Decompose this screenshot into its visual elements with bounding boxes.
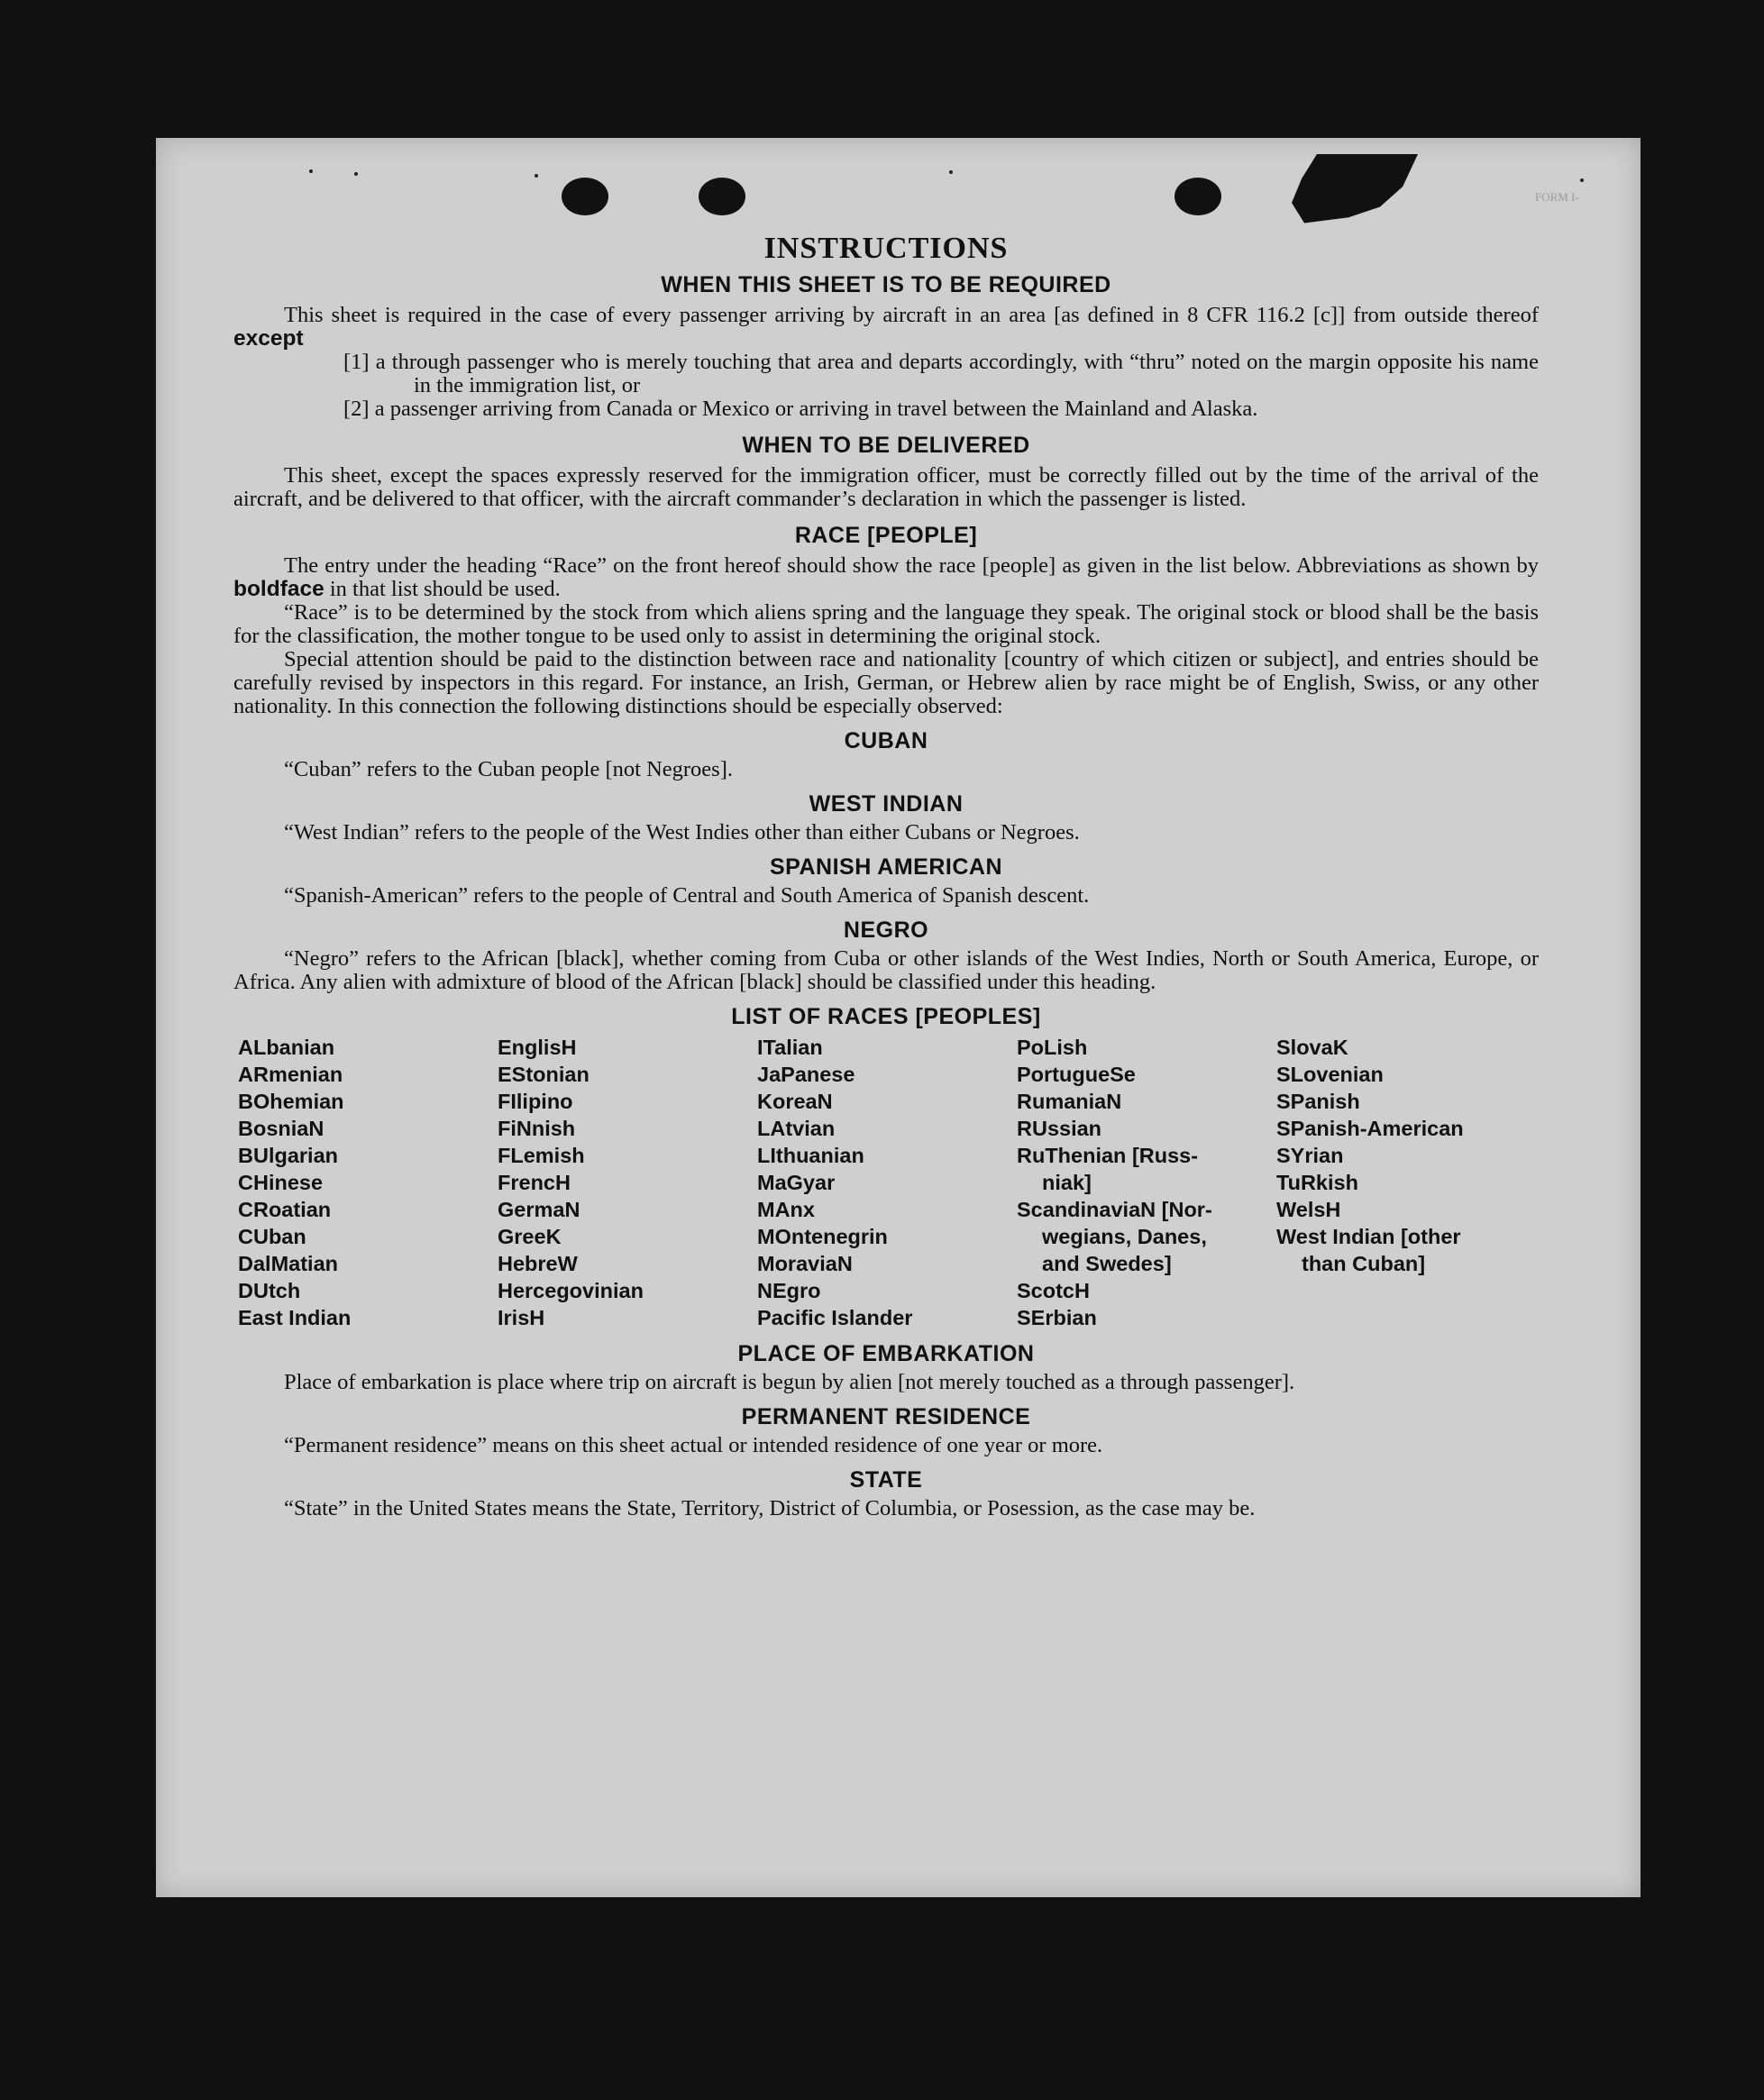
required-intro-text: This sheet is required in the case of every passenger arriving by aircraft in an area [as defined in 8 CFR 116.2 [c]] from outside thereof (284, 303, 1539, 327)
speck (1580, 178, 1584, 182)
heading-required: WHEN THIS SHEET IS TO BE REQUIRED (661, 272, 1111, 297)
race-item: NEgro (757, 1279, 821, 1302)
embarkation-text: Place of embarkation is place where trip on aircraft is begun by alien [not merely touched as a through passenger]. (284, 1370, 1295, 1394)
race-item: Hercegovinian (498, 1279, 644, 1302)
race-item: BOhemian (238, 1090, 344, 1113)
heading-cuban: CUBAN (844, 728, 928, 753)
race-item: LIthuanian (757, 1144, 864, 1167)
race-p1-b: in that list should be used. (329, 577, 561, 601)
race-item: PortugueSe (1017, 1063, 1136, 1086)
state-text: “State” in the United States means the State, Territory, District of Columbia, or Posession, as the case may be. (284, 1496, 1256, 1520)
race-item: Pacific Islander (757, 1306, 913, 1329)
race-item: FiNnish (498, 1117, 576, 1140)
race-item: RumaniaN (1017, 1090, 1122, 1113)
race-column-1 (238, 1034, 498, 1331)
race-item: JaPanese (757, 1063, 855, 1086)
race-item: RUssian (1017, 1117, 1102, 1140)
required-except: except (233, 326, 304, 351)
race-column-3 (757, 1034, 1017, 1331)
race-p1-a: The entry under the heading “Race” on the front hereof should show the race [people] as given in the list below. Abbreviations as shown by (284, 553, 1539, 578)
race-item: WelsH (1276, 1198, 1341, 1221)
punch-hole (1174, 178, 1221, 215)
race-item: EnglisH (498, 1036, 577, 1059)
race-item: DalMatian (238, 1252, 338, 1275)
heading-negro: NEGRO (843, 918, 929, 943)
document-sheet (156, 138, 1641, 1897)
speck (535, 174, 538, 178)
race-item: FrencH (498, 1171, 571, 1194)
race-item: IrisH (498, 1306, 545, 1329)
race-item: MoraviaN (757, 1252, 853, 1275)
speck (354, 172, 358, 176)
required-item-2: [2] a passenger arriving from Canada or Mexico or arriving in travel between the Mainland and Alaska. (343, 397, 1258, 421)
race-item: SlovaK (1276, 1036, 1348, 1059)
race-item: MOntenegrin (757, 1225, 888, 1248)
race-item: ALbanian (238, 1036, 335, 1059)
heading-list-of-races: LIST OF RACES [PEOPLES] (731, 1004, 1041, 1029)
race-item: PoLish (1017, 1036, 1088, 1059)
race-item-continued: niak] (1042, 1171, 1092, 1194)
race-item: SErbian (1017, 1306, 1097, 1329)
race-item-continued: than Cuban] (1302, 1252, 1426, 1275)
race-item: CUban (238, 1225, 306, 1248)
race-item: ScandinaviaN [Nor- (1017, 1198, 1212, 1221)
punch-hole (699, 178, 745, 215)
speck (309, 169, 313, 173)
race-item: ARmenian (238, 1063, 343, 1086)
page-title: INSTRUCTIONS (763, 232, 1009, 265)
race-item: DUtch (238, 1279, 301, 1302)
race-item: West Indian [other (1276, 1225, 1461, 1248)
race-column-5 (1276, 1034, 1536, 1331)
race-paragraph-1 (233, 554, 1539, 601)
race-item: EStonian (498, 1063, 590, 1086)
race-item: MAnx (757, 1198, 815, 1221)
cuban-text: “Cuban” refers to the Cuban people [not Negroes]. (284, 757, 733, 781)
race-item: FIlipino (498, 1090, 573, 1113)
heading-west-indian: WEST INDIAN (809, 791, 964, 817)
race-item: SPanish-American (1276, 1117, 1464, 1140)
race-item: TuRkish (1276, 1171, 1358, 1194)
race-item: CHinese (238, 1171, 324, 1194)
race-paragraph-3: Special attention should be paid to the distinction between race and nationality [country of which citizen or subject], and entries should be carefully revised by inspectors in this regard. For instance, an Irish, German, or Hebrew alien by race might be of English, Swiss, or any other nationality. In this connection the following distinctions should be especially observed: (233, 647, 1539, 718)
race-item: SYrian (1276, 1144, 1344, 1167)
torn-corner (1292, 154, 1418, 235)
race-item-continued: and Swedes] (1042, 1252, 1172, 1275)
race-item: ITalian (757, 1036, 823, 1059)
race-column-4 (1017, 1034, 1276, 1331)
residence-text: “Permanent residence” means on this sheet actual or intended residence of one year or more. (284, 1433, 1103, 1457)
race-column-2 (498, 1034, 757, 1331)
heading-spanish-american: SPANISH AMERICAN (769, 854, 1002, 880)
race-item: BosniaN (238, 1117, 324, 1140)
race-item: BUlgarian (238, 1144, 338, 1167)
heading-race: RACE [PEOPLE] (794, 523, 978, 548)
required-intro (233, 304, 1539, 351)
race-item-continued: wegians, Danes, (1042, 1225, 1207, 1248)
race-item: GermaN (498, 1198, 580, 1221)
race-item: HebreW (498, 1252, 578, 1275)
race-item: MaGyar (757, 1171, 836, 1194)
delivered-text: This sheet, except the spaces expressly reserved for the immigration officer, must be correctly filled out by the time of the arrival of the aircraft, and be delivered to that officer, with the aircraft commander’s declaration in which the passenger is listed. (233, 463, 1539, 511)
race-list (238, 1034, 1539, 1331)
spanish-american-text: “Spanish-American” refers to the people of Central and South America of Spanish descent. (284, 883, 1090, 908)
race-item: KoreaN (757, 1090, 833, 1113)
race-item: RuThenian [Russ- (1017, 1144, 1199, 1167)
punch-hole (562, 178, 608, 215)
race-item: East Indian (238, 1306, 352, 1329)
race-item: GreeK (498, 1225, 562, 1248)
heading-delivered: WHEN TO BE DELIVERED (742, 433, 1030, 458)
heading-residence: PERMANENT RESIDENCE (741, 1404, 1031, 1429)
heading-state: STATE (849, 1467, 923, 1493)
race-item: LAtvian (757, 1117, 836, 1140)
heading-embarkation: PLACE OF EMBARKATION (737, 1341, 1035, 1366)
race-item: CRoatian (238, 1198, 332, 1221)
race-item: ScotcH (1017, 1279, 1090, 1302)
speck (949, 170, 953, 174)
instructions-content (233, 228, 1539, 1520)
race-item: SPanish (1276, 1090, 1360, 1113)
race-p1-bold: boldface (233, 577, 324, 601)
race-paragraph-2: “Race” is to be determined by the stock from which aliens spring and the language they speak. The original stock or blood shall be the basis for the classification, the mother tongue to be used only to assist in determining the original stock. (233, 600, 1539, 648)
west-indian-text: “West Indian” refers to the people of the West Indies other than either Cubans or Negroes. (284, 820, 1080, 845)
form-number: FORM I- (1535, 190, 1579, 204)
race-item: FLemish (498, 1144, 585, 1167)
negro-text: “Negro” refers to the African [black], whether coming from Cuba or other islands of the West Indies, North or South America, Europe, or Africa. Any alien with admixture of blood of the African [black] should be classified under this heading. (233, 946, 1539, 994)
required-item-1: [1] a through passenger who is merely touching that area and departs accordingly, with “thru” noted on the margin opposite his name in the immigration list, or (343, 350, 1539, 397)
race-item: SLovenian (1276, 1063, 1384, 1086)
